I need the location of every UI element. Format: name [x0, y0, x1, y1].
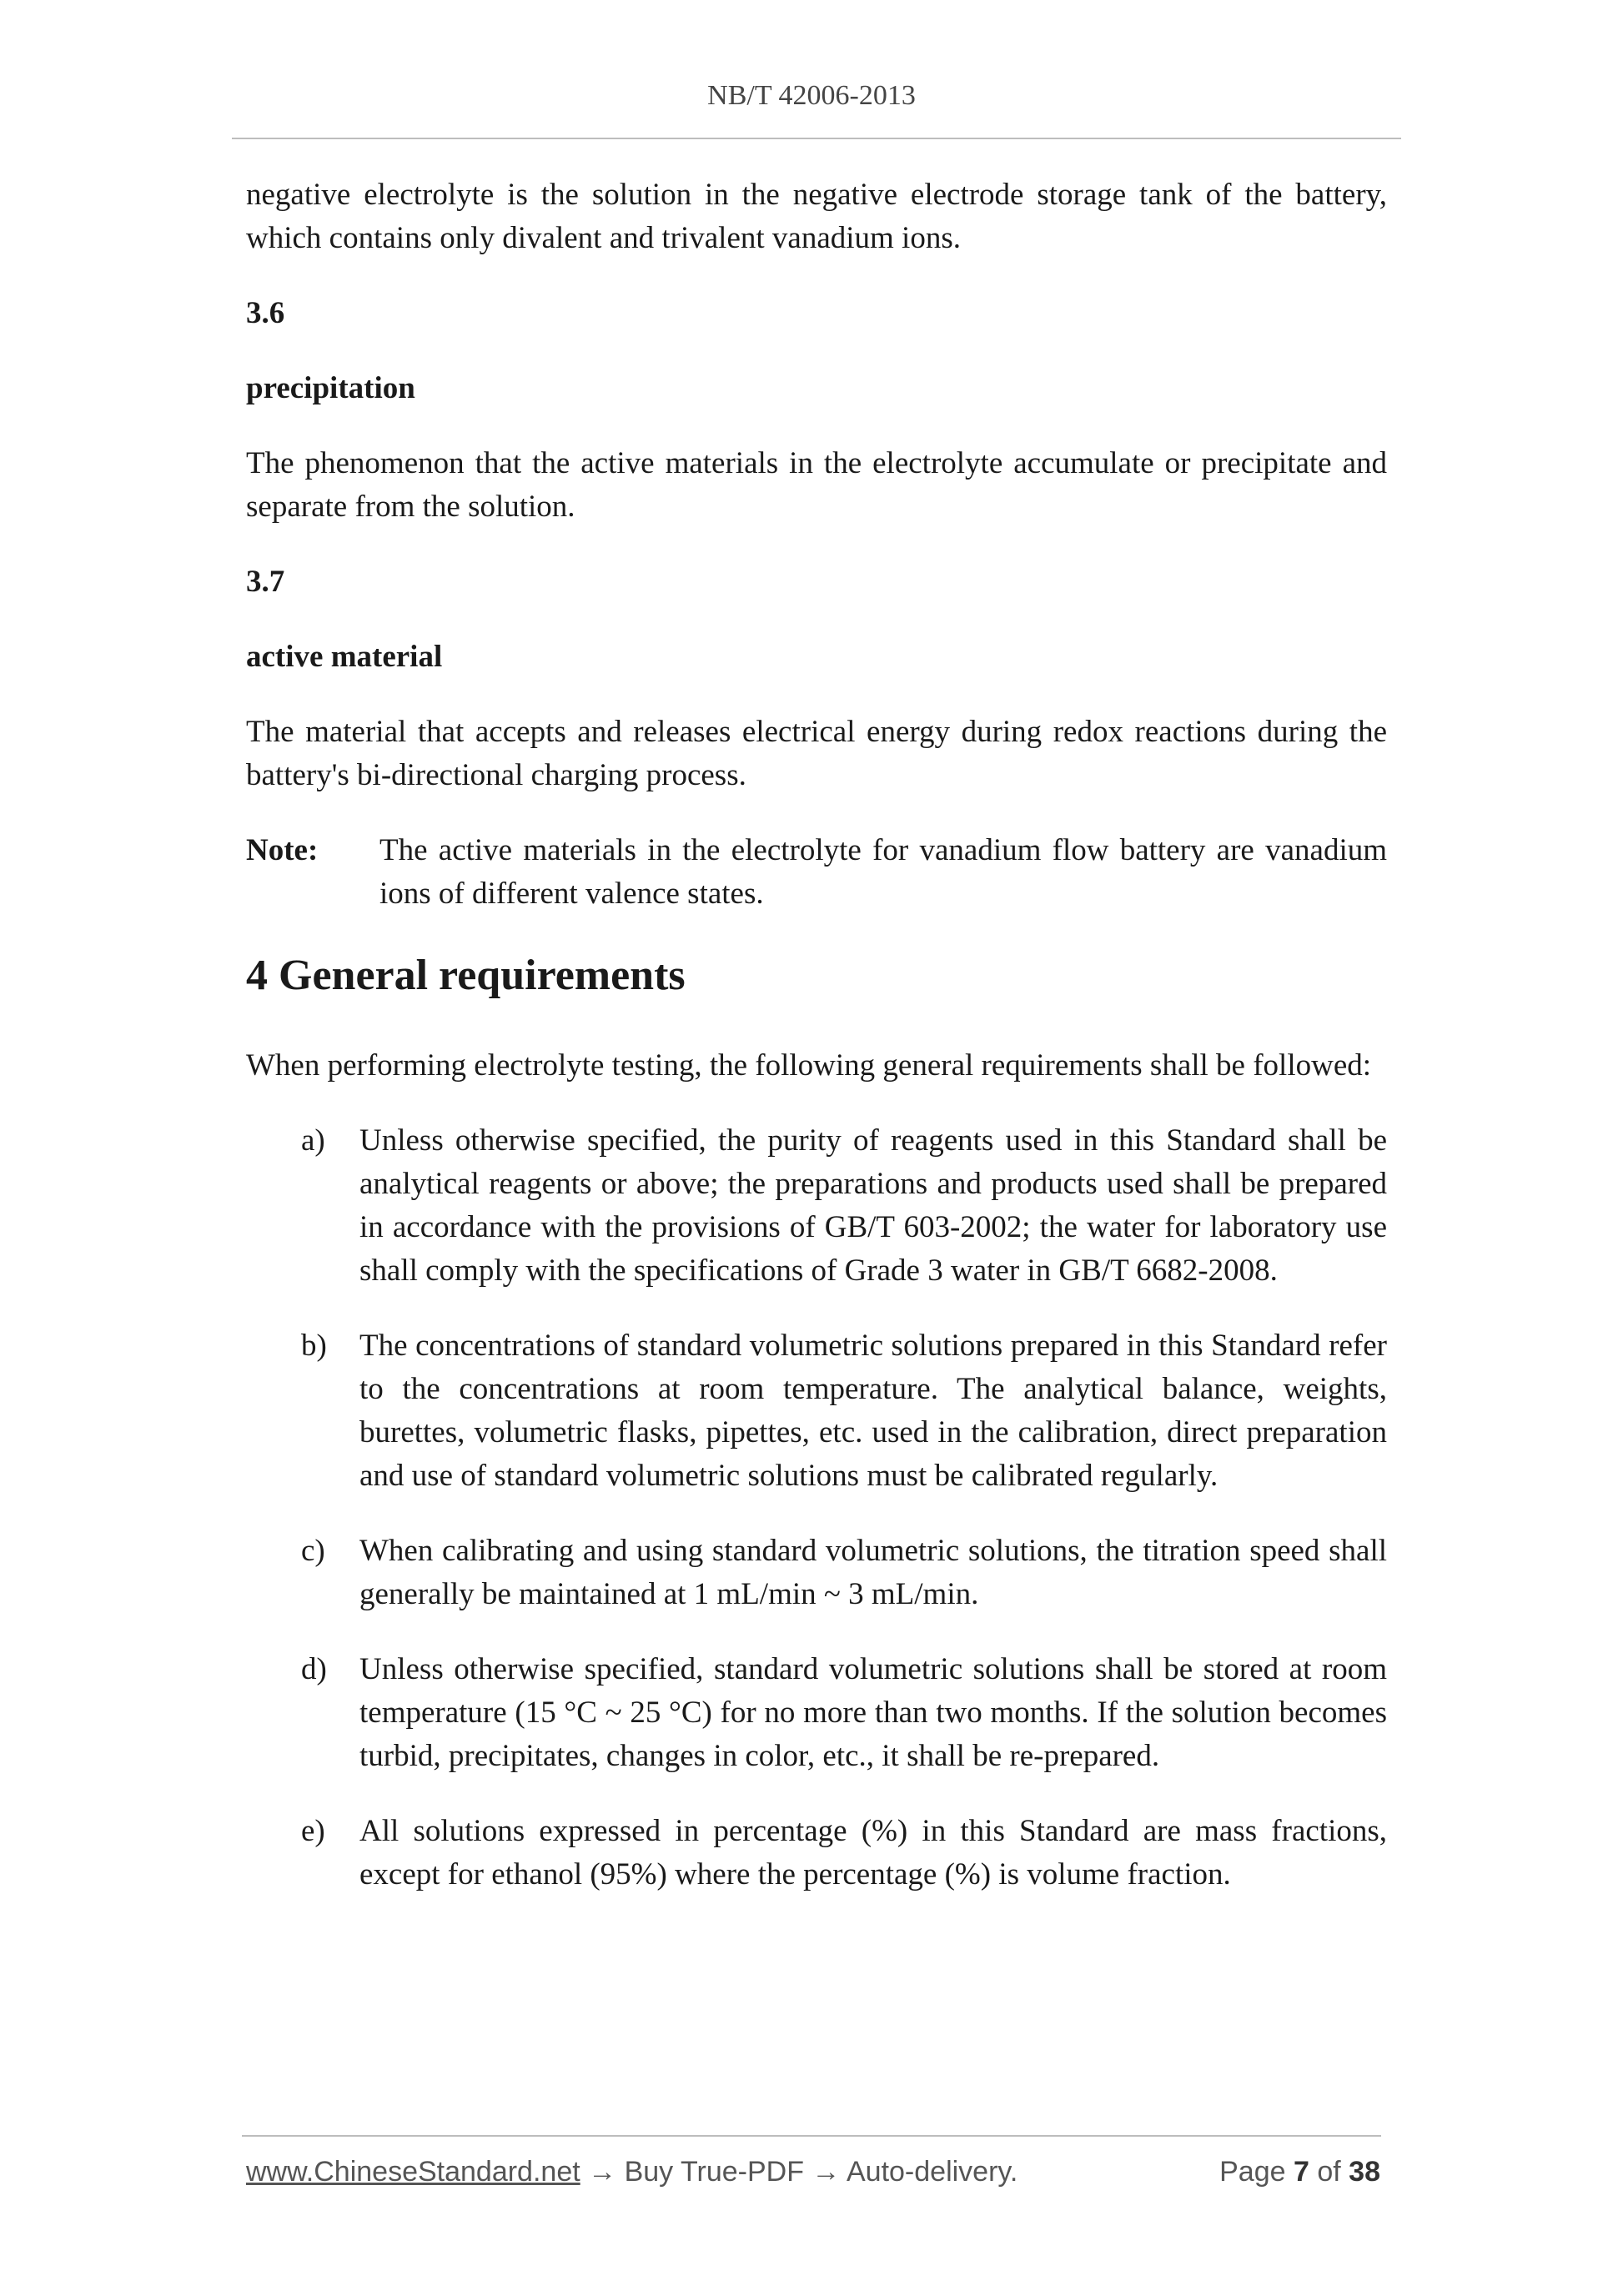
page-indicator — [1219, 2156, 1380, 2188]
list-item-text: The concentrations of standard volumetric solutions prepared in this Standard refer to the concentrations at room temperature. The analytical balance, weights, burettes, volumetric flasks, pipettes, etc. used in the calibration, direct preparation and use of standard volumetric solutions must be calibrated regularly. — [359, 1329, 1387, 1493]
list-marker: c) — [301, 1534, 325, 1568]
term-name-precipitation: precipitation — [246, 371, 415, 405]
list-marker: a) — [301, 1123, 325, 1158]
list-item — [246, 1324, 1387, 1498]
list-item-text: Unless otherwise specified, the purity of reagents used in this Standard shall be analytical reagents or above; the preparations and products used shall be prepared in accordance with the provisions of GB/T 603-2002; the water for laboratory use shall comply with the specifications of Grade 3 water in GB/T 6682-2008. — [359, 1123, 1387, 1288]
term-number-3-7: 3.7 — [246, 565, 285, 599]
list-item-text: Unless otherwise specified, standard volumetric solutions shall be stored at room temperature (15 °C ~ 25 °C) for no more than two months. If the solution becomes turbid, precipitates, changes in color, etc., it shall be re-prepared. — [359, 1652, 1387, 1773]
term-definition-precipitation: The phenomenon that the active materials in the electrolyte accumulate or precipitate and separate from the solution. — [246, 446, 1387, 524]
document-body — [246, 173, 1387, 1928]
intro-paragraph: negative electrolyte is the solution in the negative electrode storage tank of the battery, which contains only divalent and trivalent vanadium ions. — [246, 178, 1387, 255]
list-item-text: When calibrating and using standard volumetric solutions, the titration speed shall generally be maintained at 1 mL/min ~ 3 mL/min. — [359, 1534, 1387, 1611]
term-number-3-6: 3.6 — [246, 296, 285, 330]
page-header: NB/T 42006-2013 — [707, 80, 916, 111]
page-total: 38 — [1349, 2156, 1380, 2188]
list-item — [246, 1530, 1387, 1616]
footer-divider — [242, 2135, 1381, 2137]
footer-left — [246, 2156, 1018, 2188]
list-marker: d) — [301, 1652, 327, 1686]
note-block — [246, 829, 1387, 916]
list-marker: e) — [301, 1814, 325, 1848]
header-divider — [232, 138, 1401, 139]
footer-link-suffix: → Buy True-PDF → Auto-delivery. — [580, 2156, 1018, 2188]
page-of: of — [1317, 2156, 1341, 2188]
page-label: Page — [1219, 2156, 1286, 2188]
page-current: 7 — [1293, 2156, 1309, 2188]
list-item-text: All solutions expressed in percentage (%) in this Standard are mass fractions, except for ethanol (95%) where the percentage (%) is volume fraction. — [359, 1814, 1387, 1892]
list-item — [246, 1648, 1387, 1778]
list-item — [246, 1810, 1387, 1897]
section-intro: When performing electrolyte testing, the following general requirements shall be followed: — [246, 1048, 1372, 1083]
list-marker: b) — [301, 1329, 327, 1363]
website-link[interactable]: www.ChineseStandard.net — [246, 2156, 580, 2188]
note-label: Note: — [246, 833, 319, 867]
requirements-list — [246, 1119, 1387, 1897]
term-definition-active-material: The material that accepts and releases electrical energy during redox reactions during the battery's bi-directional charging process. — [246, 715, 1387, 792]
note-text: The active materials in the electrolyte for vanadium flow battery are vanadium ions of different valence states. — [379, 833, 1387, 911]
list-item — [246, 1119, 1387, 1293]
page-footer — [246, 2156, 1380, 2188]
term-name-active-material: active material — [246, 640, 443, 674]
section-heading: 4 General requirements — [246, 952, 686, 999]
